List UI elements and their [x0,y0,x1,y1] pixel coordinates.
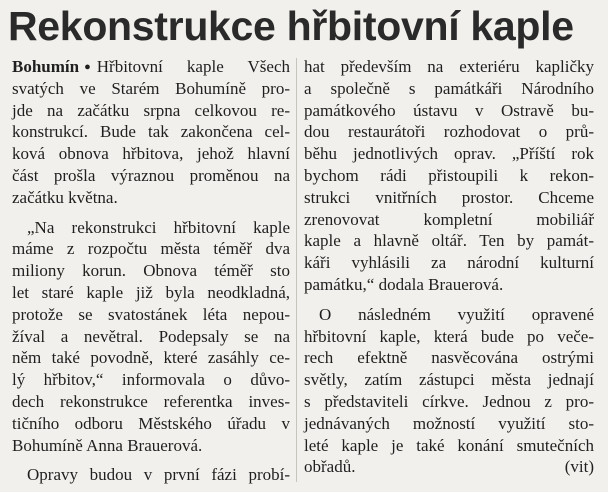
article-line: zrenovovat kompletní mobiliář [304,209,594,229]
column-divider [296,58,297,482]
article-line: ková obnova hřbitova, jehož hlavní [12,144,290,164]
article-line: tičního odboru Městského úřadu v [12,413,290,433]
article-line: „Na rekonstrukci hřbitovní kaple [27,217,290,237]
article-line-text: Hřbitovní kaple Všech [96,57,290,76]
article-line-text: obřadů. [304,457,356,477]
article-line: něm také povodně, které zasáhly ce- [12,348,290,368]
article-line: konstrukcí. Bude tak zakončena cel- [12,122,290,142]
article-line: začátku května. [12,187,118,207]
article-line: dech rekonstrukce referentka inves- [12,391,290,411]
article-line: jednávaných možností využití sto- [304,413,594,433]
article-column-2 [304,56,594,478]
article-line: dou restaurátoři rozhodovat o prů- [304,122,594,142]
article-line: jde na začátku srpna celkovou re- [12,100,290,120]
paragraph-gap [12,456,290,464]
article-line: památkového ústavu v Ostravě bu- [304,100,594,120]
article-line: Bohumíně Anna Brauerová. [12,435,203,455]
paragraph-gap [12,209,290,217]
article-line: Opravy budou v první fázi probí- [27,465,290,485]
article-line: běhu jednotlivých oprav. „Příští rok [304,144,594,164]
article-line: bychom rádi přistoupili k rekon- [304,165,594,185]
article-line: svatých ve Starém Bohumíně pro- [12,78,290,98]
dateline: Bohumín [12,57,80,76]
article-line: s představiteli církve. Jednou z pro- [304,391,594,411]
article-line: část prošla výraznou proměnou na [12,165,290,185]
article-line: protože se svatostánek léta nepou- [12,304,290,324]
article-line: strukci vnitřních prostor. Chceme [304,187,594,207]
article-line: rech efektně nasvěcována ostrými [304,348,594,368]
article-line: a společně s památkáři Národního [304,78,594,98]
article-line: světly, zatím zástupci města jednají [304,370,594,390]
article-line: let staré kaple již byla neodkladná, [12,282,290,302]
paragraph-gap [304,296,594,304]
article-line: hřbitovní kaple, která bude po veče- [304,326,594,346]
headline: Rekonstrukce hřbitovní kaple [8,3,574,49]
article-line [304,456,594,478]
article-line: žíval a nevětral. Podepsaly se na [12,326,290,346]
article-line: hat především na exteriéru kapličky [304,57,594,76]
article-line: leté kaple je také konání smutečních [304,435,594,455]
article-column-1 [12,56,290,486]
article-line: miliony korun. Obnova téměř sto [12,261,290,281]
article-line: O následném využití opravené [319,304,594,324]
bullet-icon: ● [84,61,91,73]
author-signature: (vit) [564,457,594,477]
article-line: káři vyhlásili za národní kulturní [304,253,594,273]
article-line [12,56,290,78]
article-line: kaple a hlavně oltář. Ten by památ- [304,231,594,251]
article-line: lý hřbitov,“ informovala o důvo- [12,370,290,390]
article-line: památku,“ dodala Brauerová. [304,274,504,294]
article-line: máme z rozpočtu města téměř dva [12,239,290,259]
